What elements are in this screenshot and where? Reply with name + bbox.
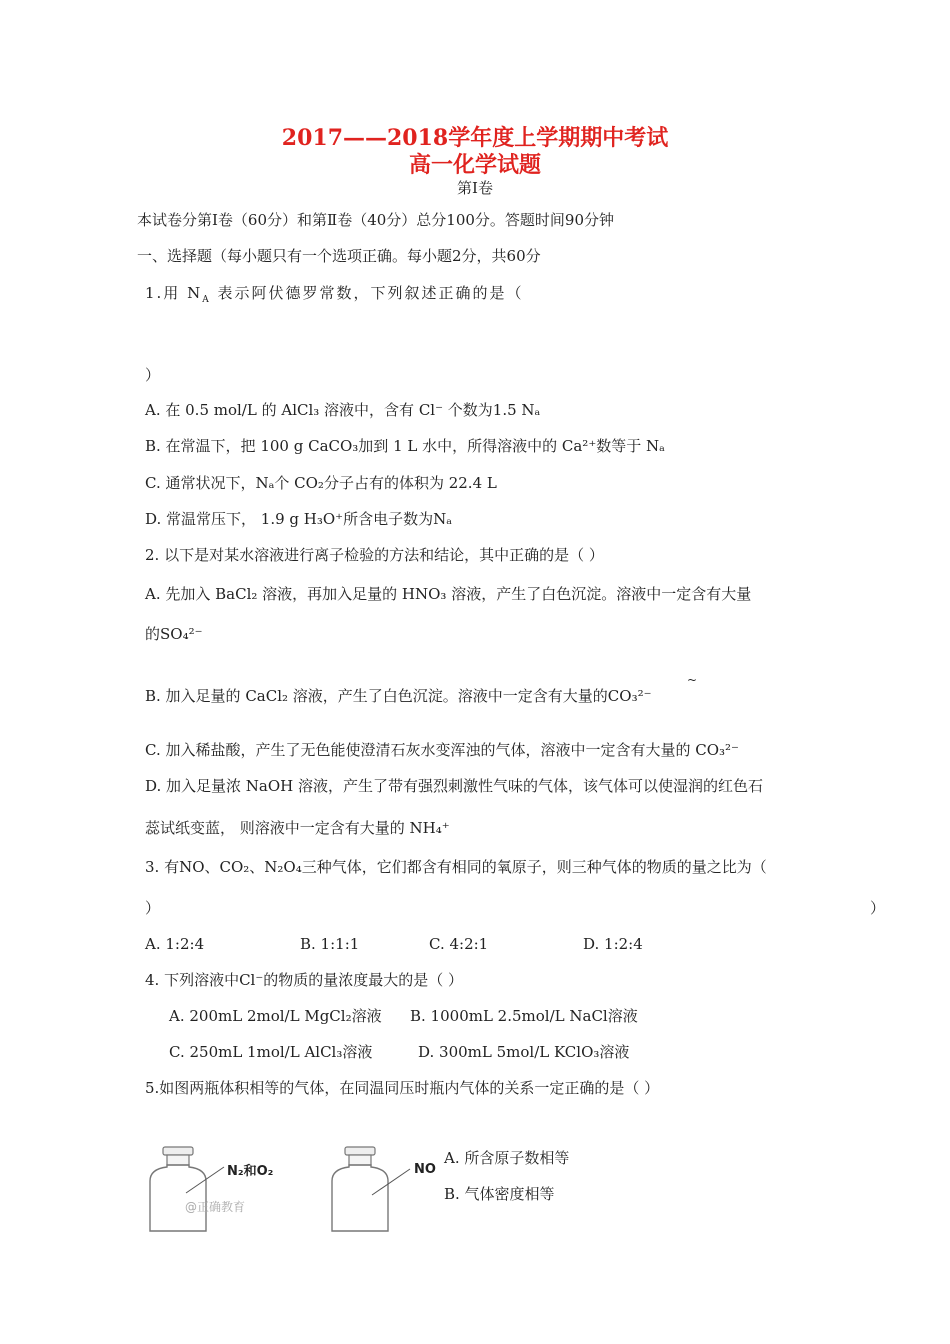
q1-close: ） <box>145 366 161 384</box>
q2-stem: 2. 以下是对某水溶液进行离子检验的方法和结论，其中正确的是（ ） <box>145 546 604 564</box>
q1-option-d: D. 常温常压下， 1.9 g H₃O⁺所含电子数为Nₐ <box>145 510 453 528</box>
q1-stem-b: 表示阿伏德罗常数，下列叙述正确的是（ <box>210 284 524 302</box>
q2-option-b: B. 加入足量的 CaCl₂ 溶液，产生了白色沉淀。溶液中一定含有大量的CO₃²⁻ <box>145 687 652 705</box>
watermark: @正确教育 <box>185 1200 246 1214</box>
q1-option-a: A. 在 0.5 mol/L 的 AlCl₃ 溶液中，含有 Cl⁻ 个数为1.5 Nₐ <box>145 401 541 419</box>
q5-option-a: A. 所含原子数相等 <box>444 1149 570 1167</box>
q3-option-b: B. 1:1:1 <box>300 935 360 953</box>
q1-option-b: B. 在常温下，把 100 g CaCO₃加到 1 L 水中，所得溶液中的 Ca²⁺数等于 Nₐ <box>145 437 665 455</box>
q2-option-a-line2: 的SO₄²⁻ <box>145 625 203 643</box>
q3-option-d: D. 1:2:4 <box>583 935 643 953</box>
q1-option-c: C. 通常状况下，Nₐ个 CO₂分子占有的体积为 22.4 L <box>145 474 497 492</box>
q5-stem: 5.如图两瓶体积相等的气体，在同温同压时瓶内气体的关系一定正确的是（ ） <box>145 1079 660 1097</box>
q1-stem <box>145 283 524 303</box>
q4-option-c: C. 250mL 1mol/L AlCl₃溶液 <box>169 1043 373 1061</box>
q3-close-right: ） <box>870 899 886 917</box>
section-heading: 一、选择题（每小题只有一个选项正确。每小题2分，共60分 <box>137 247 541 265</box>
q5-option-b: B. 气体密度相等 <box>444 1185 555 1203</box>
exam-title-line1: 2017——2018学年度上学期期中考试 <box>281 125 669 151</box>
q3-option-c: C. 4:2:1 <box>429 935 489 953</box>
q1-stem-sub: A <box>202 295 211 305</box>
q1-stem-a: 1.用 N <box>145 284 203 302</box>
q3-option-a: A. 1:2:4 <box>145 935 205 953</box>
q3-stem: 3. 有NO、CO₂、N₂O₄三种气体，它们都含有相同的氧原子，则三种气体的物质的量之比为（ <box>145 858 767 876</box>
q4-stem: 4. 下列溶液中Cl⁻的物质的量浓度最大的是（ ） <box>145 971 464 989</box>
q2-option-a-line1: A. 先加入 BaCl₂ 溶液，再加入足量的 HNO₃ 溶液，产生了白色沉淀。溶液中一定含有大量 <box>145 585 752 603</box>
q2-option-c: C. 加入稀盐酸，产生了无色能使澄清石灰水变浑浊的气体，溶液中一定含有大量的 CO₃²⁻ <box>145 741 739 759</box>
gas-bottle-no <box>330 1145 430 1235</box>
gas-bottle-n2-o2 <box>148 1145 258 1235</box>
q2-option-d-line2: 蕊试纸变蓝， 则溶液中一定含有大量的 NH₄⁺ <box>145 819 450 837</box>
q4-option-d: D. 300mL 5mol/L KClO₃溶液 <box>418 1043 630 1061</box>
exam-intro: 本试卷分第Ⅰ卷（60分）和第Ⅱ卷（40分）总分100分。答题时间90分钟 <box>137 211 615 229</box>
q2-option-d-line1: D. 加入足量浓 NaOH 溶液，产生了带有强烈刺激性气味的气体，该气体可以使湿润的红色石 <box>145 777 764 795</box>
bottle1-label: N₂和O₂ <box>227 1164 274 1179</box>
q2-tilde-mark: ~ <box>687 673 698 687</box>
q4-option-b: B. 1000mL 2.5mol/L NaCl溶液 <box>410 1007 638 1025</box>
bottle2-label: NO <box>414 1162 436 1177</box>
exam-title-line2: 高一化学试题 <box>408 152 541 178</box>
q3-close-left: ） <box>145 899 161 917</box>
q4-option-a: A. 200mL 2mol/L MgCl₂溶液 <box>169 1007 382 1025</box>
section-subtitle: 第Ⅰ卷 <box>457 179 493 197</box>
